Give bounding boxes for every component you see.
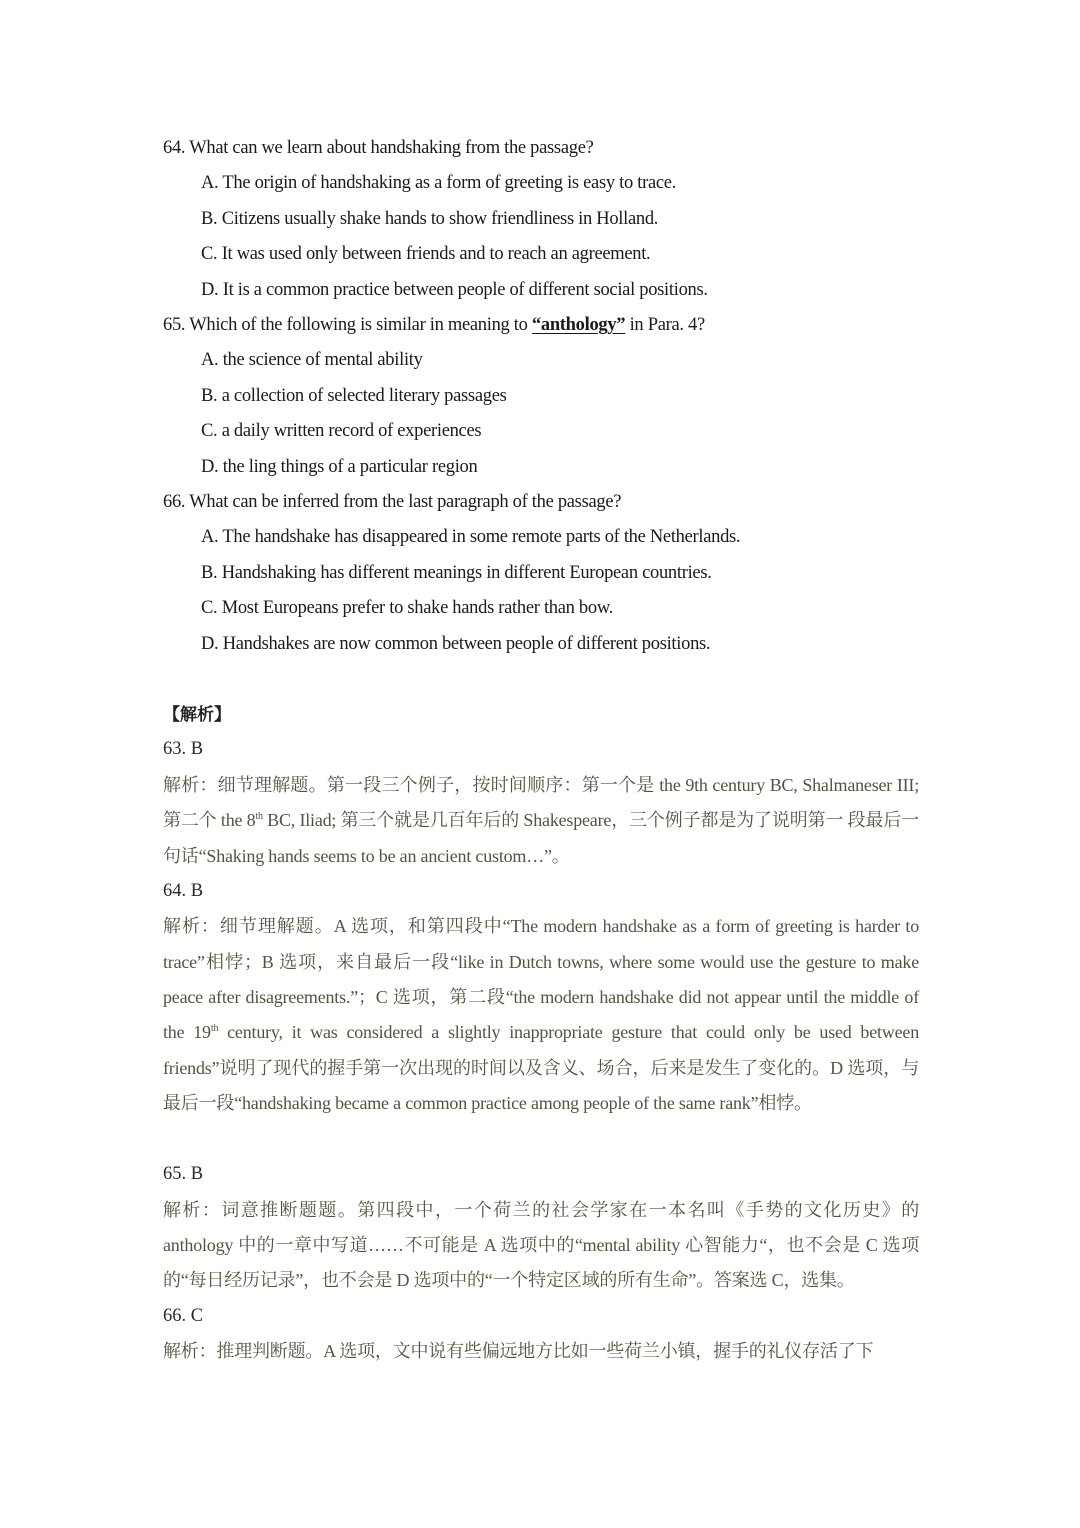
answer-key-63: 63. B [163,739,204,760]
explanation-64 [163,909,919,1157]
question-stem: 66. What can be inferred from the last paragraph of the passage? [163,492,622,512]
explanation-63 [163,768,919,874]
option-a: A. The origin of handshaking as a form of greeting is easy to trace. [201,173,677,194]
option-c: C. a daily written record of experiences [201,421,482,442]
option-d: D. the ling things of a particular region [201,456,478,477]
explanation-text: century, it was considered a slightly inappropriate gesture that could only be used between friends”说明了现代的握手第一次出现的时间以及含义、场合，后来是发生了变化的。D 选项，与最后一段“handshaking became a common practice among people of the same rank”相悖。 [163,1022,919,1114]
option-c: C. Most Europeans prefer to shake hands rather than bow. [201,598,614,619]
explanation-text: III;第二个 the 8 [163,774,919,831]
option-b: B. Handshaking has different meanings in different European countries. [201,562,712,583]
question-stem [163,308,943,343]
option-d: D. Handshakes are now common between people of different positions. [201,633,711,654]
keyword-anthology: “anthology” [531,315,626,335]
explanation-text: 段最后一句话“Shaking hands seems to be an ancient custom…”。 [163,810,919,866]
explanation-text: 解析：细节理解题。第一段三个例子，按时间顺序：第一个是 the 9th century BC, Shalmaneser [163,774,893,795]
explanation-text: BC, Iliad; 第三个就是几百年后的 Shakespeare，三个例子都是为了说明第一 [262,810,844,831]
answer-key-66: 66. C [163,1305,204,1326]
superscript: th [255,811,263,823]
option-b: B. a collection of selected literary passages [201,385,507,406]
question-65 [163,308,943,485]
option-c: C. It was used only between friends and to reach an agreement. [201,244,651,265]
stem-text: in Para. 4? [625,315,705,335]
question-66 [163,485,943,662]
option-d: D. It is a common practice between people of different social positions. [201,279,708,300]
question-stem: 64. What can we learn about handshaking from the passage? [163,138,594,158]
option-b: B. Citizens usually shake hands to show friendliness in Holland. [201,208,659,229]
explanation-text: 解析：细节理解题。A 选项，和第四段中“The modern handshake as a form of greeting is harder to trace”相悖；B 选项，来自最后一段“like in Dutch towns, where some would use the gesture to make peace after disagreements.”；C 选项，第二段“the modern handshake did not appear until the middle of the 19 [163,916,919,1043]
option-a: A. The handshake has disappeared in some remote parts of the Netherlands. [201,527,741,548]
explanation-65: 解析：词意推断题题。第四段中，一个荷兰的社会学家在一本名叫《手势的文化历史》的 anthology 中的一章中写道……不可能是 A 选项中的“mental ability 心智能力“，也不会是 C 选项的“每日经历记录”，也不会是 D 选项中的“一个特定区域的所有生命”。答案选 C，选集。 [163,1199,919,1291]
analysis-section [163,697,919,1369]
analysis-heading: 【解析】 [163,705,231,724]
explanation-66: 解析：推理判断题。A 选项，文中说有些偏远地方比如一些荷兰小镇，握手的礼仪存活了下 [163,1340,874,1361]
question-64 [163,131,943,308]
answer-key-65: 65. B [163,1164,204,1185]
stem-text: 65. Which of the following is similar in meaning to [163,315,532,335]
answer-key-64: 64. B [163,880,204,901]
superscript: th [210,1023,219,1035]
option-a: A. the science of mental ability [201,350,423,371]
